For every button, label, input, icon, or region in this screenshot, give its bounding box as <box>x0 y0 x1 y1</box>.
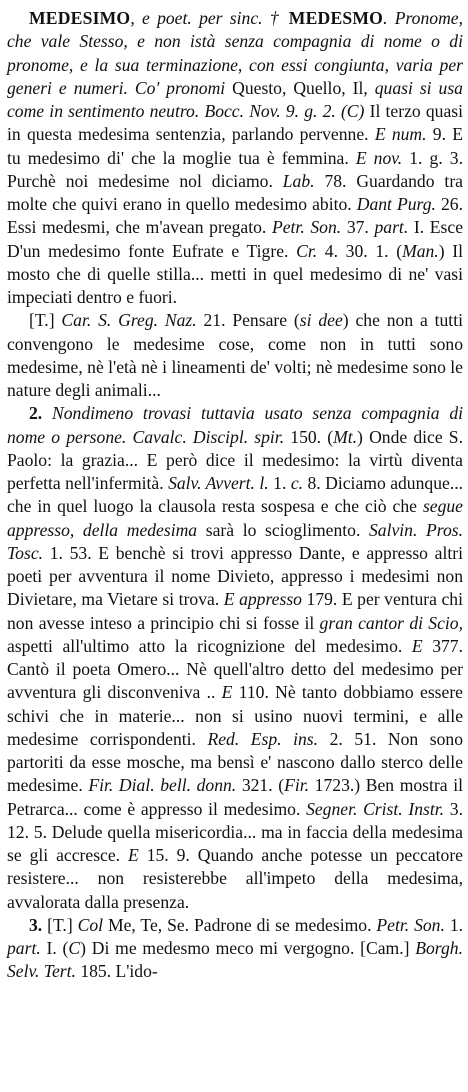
example-text: I. ( <box>46 938 69 958</box>
definition: Col <box>77 914 108 935</box>
entry-paragraph-4 <box>7 914 463 984</box>
citation: Red. Esp. ins. <box>207 728 330 749</box>
definition: Nondimeno trovasi tuttavia usato senza compagnia di nome o persone. Cavalc. Discipl. spir. <box>7 403 463 447</box>
citation: Borgh. Selv. Tert. <box>7 938 463 982</box>
variant-headword: MEDESMO <box>288 8 384 28</box>
sense-number: 2. <box>29 403 52 424</box>
example-text: ) Di me medesmo meco mi vergogno. [ <box>80 938 366 958</box>
example-italic: segue appresso, della medesima <box>7 496 463 540</box>
citation: Salvin. Pros. Tosc. <box>7 519 464 563</box>
tommaseo-tag: [T.] <box>29 310 62 331</box>
tommaseo-tag: [T.] <box>47 914 78 935</box>
citation: part. <box>374 217 414 238</box>
example-text: 321. ( <box>241 775 285 796</box>
example-text: 8. Diciamo adunque... che in quel luogo la clausola resta sospesa e che ciò che <box>7 473 463 517</box>
citation: E nov. <box>355 147 410 168</box>
citation: Fir. <box>284 775 315 796</box>
citation: Dant Purg. <box>356 194 441 214</box>
usage-note: quasi si usa come in sentimento neutro. <box>7 77 463 121</box>
example-text: 1723.) Ben mostra il Petrarca... come è appresso il medesimo. <box>7 775 463 819</box>
citation: Car. S. Greg. Naz. <box>61 310 204 331</box>
example-text: 1. 53. E benchè si trovi appresso Dante, e appresso altri poeti per avventura il nome Divieto, appresso i medesimi non Divietare, ma Vietare si trova. <box>7 542 464 610</box>
example-text: 1. <box>273 473 291 493</box>
citation: Cr. <box>296 240 325 261</box>
entry-paragraph-2 <box>7 309 463 402</box>
citation: part. <box>7 938 47 958</box>
example-italic: gran cantor di Scio, <box>319 612 463 633</box>
example-text: 179. E per ventura chi non avesse inteso a principio chi si fosse il <box>7 589 463 633</box>
example-text: sarà lo scioglimento. <box>205 519 369 540</box>
example-text: 110. Nè tanto dobbiamo essere schivi che in materie... non si usino nuovi termini, e alle medesime corrispondenti. <box>7 682 463 749</box>
example-text: aspetti all'ultimo atto la ricognizione del medesimo. <box>7 635 412 656</box>
citation: Petr. Son. <box>376 914 450 935</box>
example-text: 150. ( <box>290 426 334 447</box>
citation: E <box>411 635 433 656</box>
example-text: 2. 51. Non sono partoriti da esse mosche, ma bensì e' nascono dallo sterco delle medesime. <box>7 728 463 796</box>
example-text: Il terzo quasi in questa medesima sentenzia, parlando pervenne. <box>7 101 464 145</box>
example-text: 37. <box>346 217 375 238</box>
example-text: 26. Essi medesmi, che m'avean pregato. <box>7 194 463 238</box>
example-text: ) che non a tutti convengono le medesime cose, come non in tutti sono medesime, nè l'età nè i lineamenti de' volti; nè medesime sono le nature degli animali... <box>7 310 463 400</box>
entry-paragraph-1 <box>7 7 463 309</box>
citation: C <box>68 938 81 958</box>
citation: Segner. Crist. Instr. <box>306 798 450 819</box>
citation: E <box>128 845 147 865</box>
example-text: 1. <box>449 914 464 935</box>
example-text: I. Esce D'un medesimo fonte Eufrate e Tigre. <box>7 217 464 261</box>
example-text: ) Onde dice S. Paolo: la grazia... E però dice il medesimo: la virtù diventa perfetta nell'infermità. <box>7 426 463 493</box>
example-text: ] <box>403 938 416 958</box>
headword: MEDESIMO <box>29 8 131 28</box>
example-italic: si dee <box>299 310 343 331</box>
pronoun-list: Questo, Quello, Il, <box>232 77 375 98</box>
citation: c. <box>290 473 308 493</box>
definition: . Pronome, che vale Stesso, e non istà senza compagnia di nome o di pronome, e la sua terminazione, con essi congiunta, varia per generi e numeri. Co' pronomi <box>7 8 463 98</box>
example-text: 4. 30. 1. ( <box>324 240 403 261</box>
citation: Salv. Avvert. l. <box>168 473 274 493</box>
editor-tag: Cam. <box>365 938 404 958</box>
citation: Fir. Dial. bell. donn. <box>88 775 242 796</box>
citation: Bocc. Nov. 9. g. 2. (C) <box>204 101 370 121</box>
example-text: ) Il mosto che di quelle stilla... metti in quel medesimo di ne' vasi impeciati dentro e fuori. <box>7 240 463 307</box>
entry-paragraph-3 <box>7 402 463 914</box>
citation: Man. <box>402 240 439 261</box>
citation: Petr. Son. <box>271 217 347 238</box>
example-text: 15. 9. Quando anche potesse un peccatore resistere... non resisterebbe all'impeto della medesima, avvalorata dalla presenza. <box>7 845 463 912</box>
example-text: 9. E tu medesimo di' che la moglie tua è femmina. <box>7 124 463 168</box>
sense-number: 3. <box>29 914 48 935</box>
citation: E appresso <box>223 589 307 610</box>
citation: E <box>221 682 239 703</box>
example-text: Me, Te, Se. Padrone di se medesimo. <box>107 914 377 935</box>
citation: E num. <box>374 124 433 145</box>
example-text: 3. 12. 5. Delude quella misericordia... ma in faccia della medesima se gli accresce. <box>7 798 463 865</box>
variant-note: , e poet. per sinc. † <box>130 8 289 28</box>
example-text: 1. g. 3. Purchè noi medesime nol diciamo. <box>7 147 464 191</box>
example-text: 78. Guardando tra molte che quivi erano in quello medesimo abito. <box>7 170 463 214</box>
example-text: 185. L'ido- <box>80 961 158 982</box>
citation: Mt. <box>333 426 358 447</box>
example-text: 377. Cantò il poeta Omero... Nè quell'altro detto del medesimo per avventura gli disconveniva .. <box>7 635 463 703</box>
example-text: 21. Pensare ( <box>203 310 300 331</box>
citation: Lab. <box>282 170 325 191</box>
